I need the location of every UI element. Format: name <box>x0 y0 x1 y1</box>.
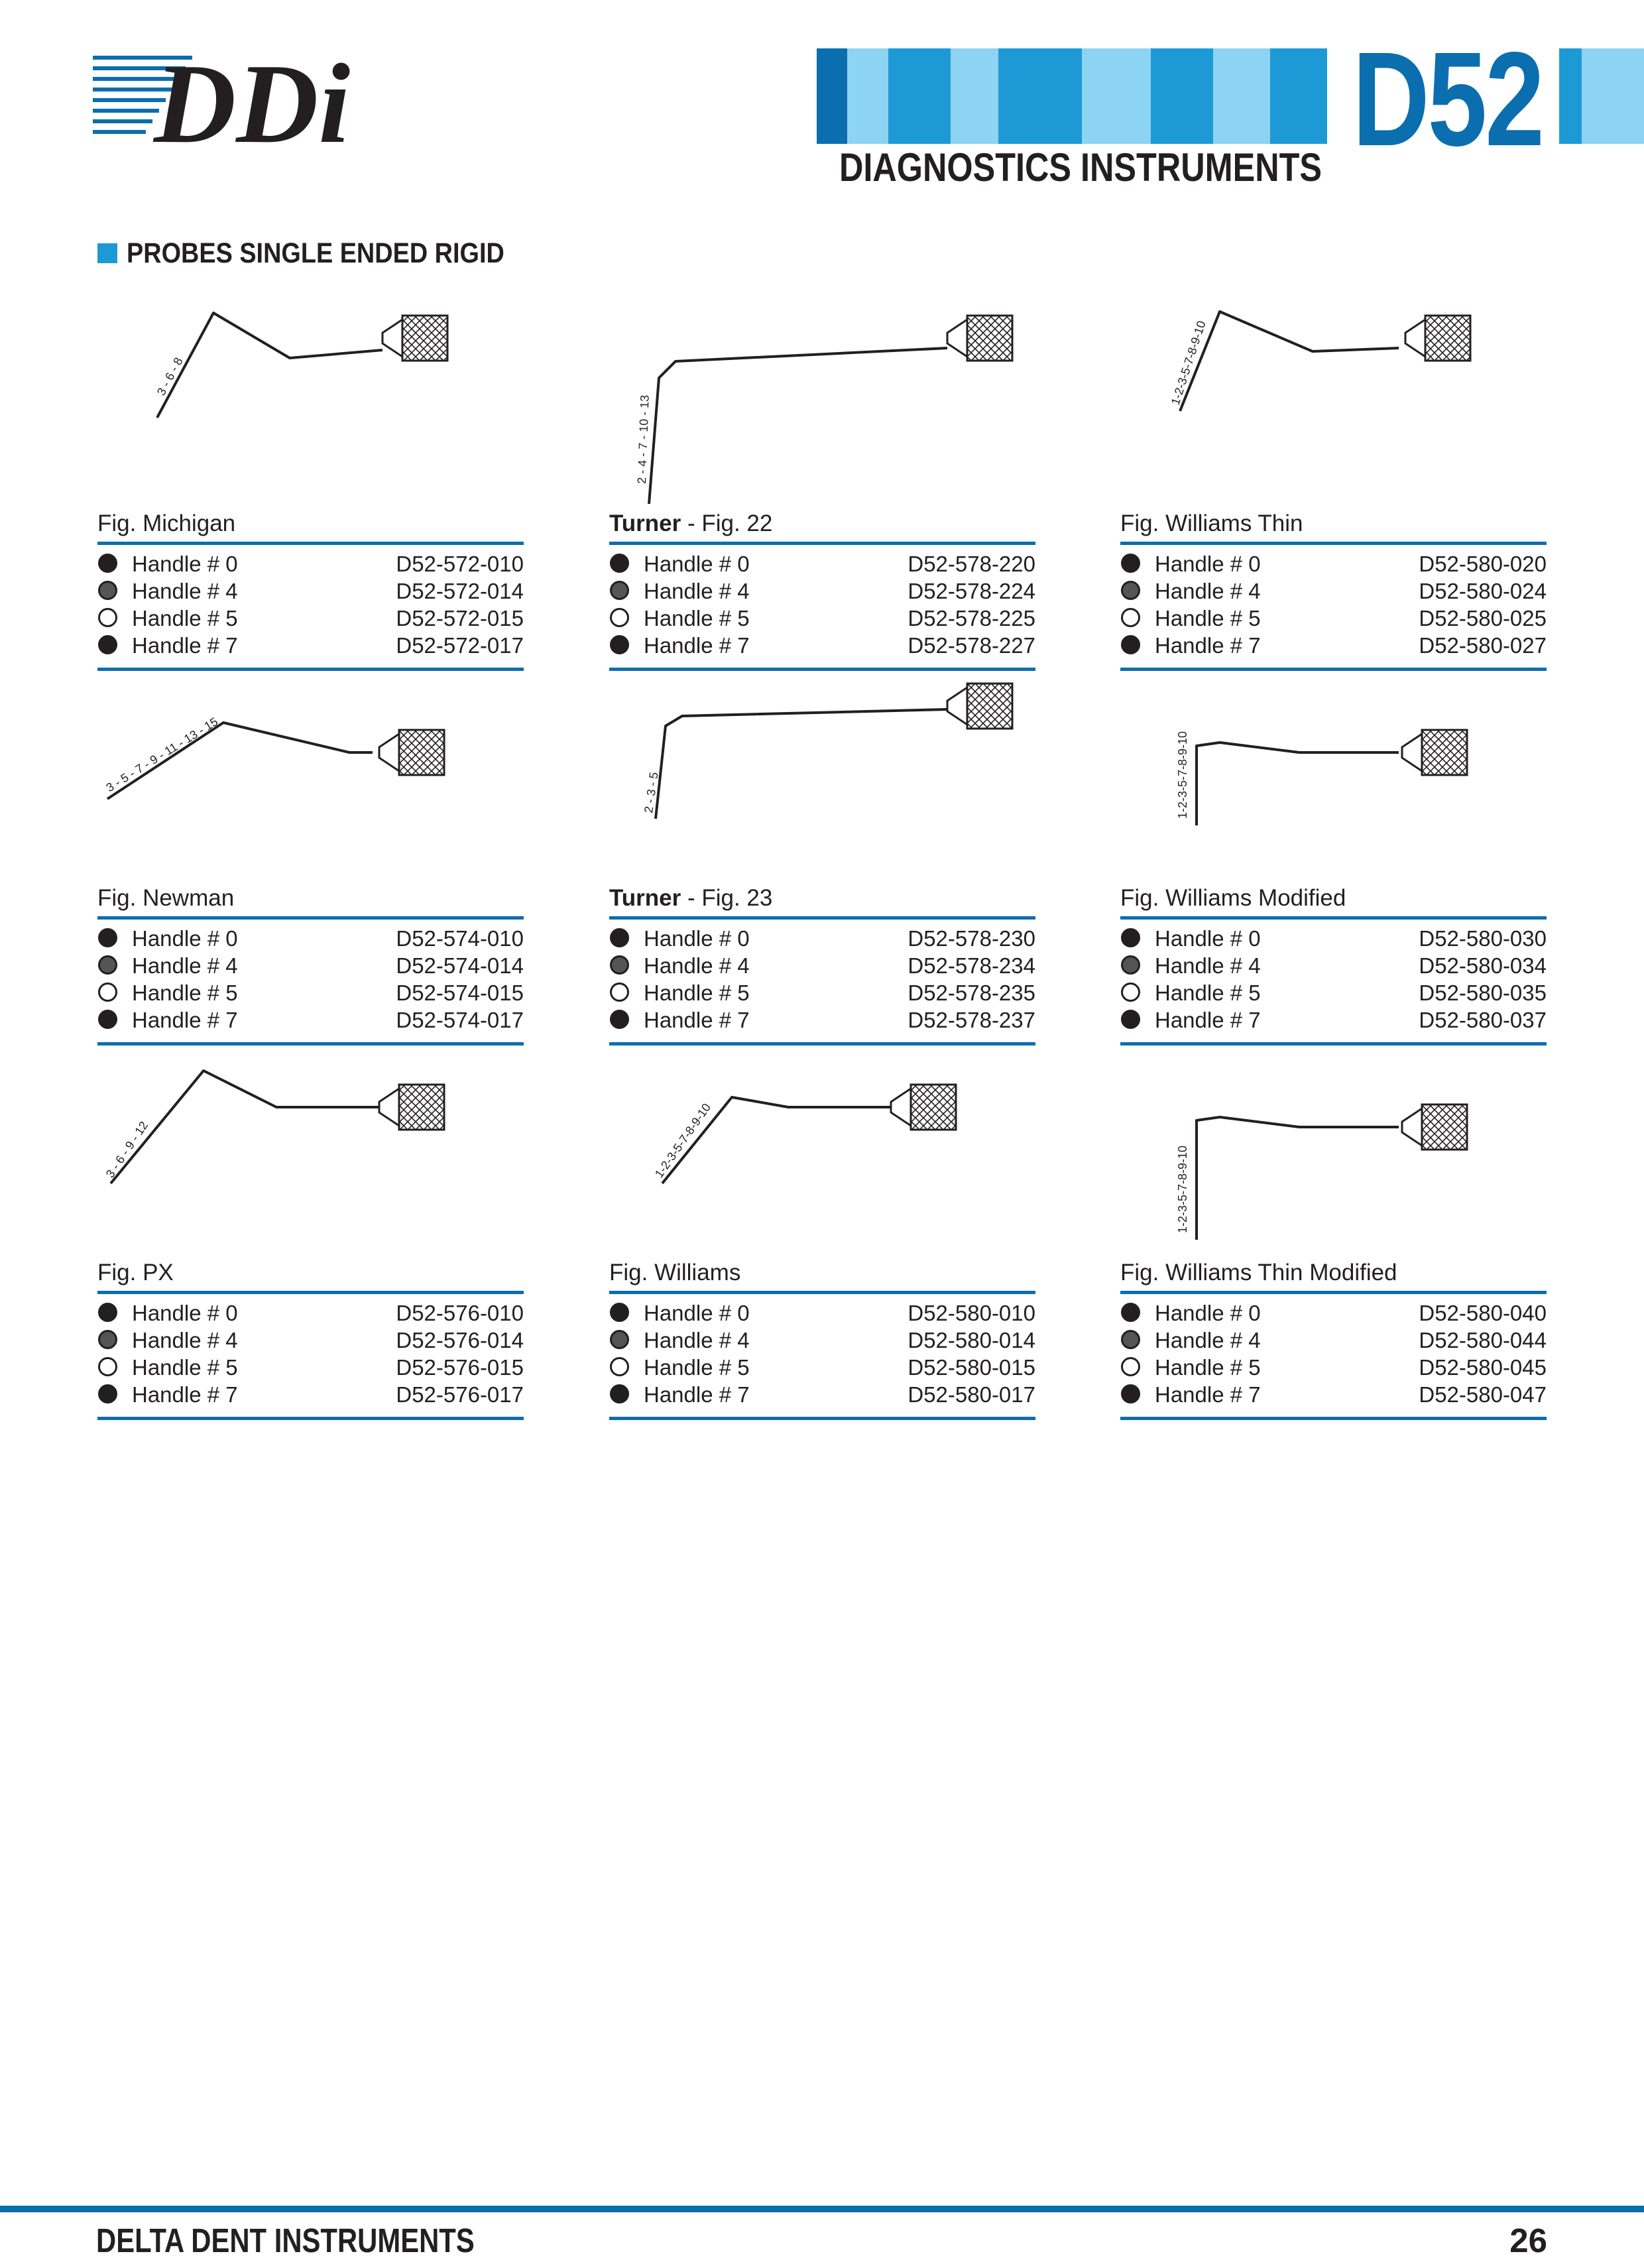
handle-label: Handle # 7 <box>1155 633 1261 658</box>
probe-markings: 3 - 5 - 7 - 9 - 11 - 13 - 15 <box>103 715 221 795</box>
figure-title-text: Fig. Williams Modified <box>1120 885 1346 911</box>
instrument-drawing <box>97 660 528 878</box>
reference-number: D52-580-025 <box>1419 606 1547 630</box>
handle-label: Handle # 5 <box>644 1355 750 1380</box>
instrument-shaft <box>649 348 947 504</box>
reference-number: D52-574-014 <box>396 953 524 978</box>
handle-color-marker <box>610 581 629 600</box>
figure-title <box>1120 882 1346 915</box>
instrument-drawing <box>1120 285 1551 504</box>
handle-list <box>97 925 524 1034</box>
handle-row <box>1120 550 1547 577</box>
handle-label: Handle # 0 <box>1155 926 1261 951</box>
product-card <box>97 285 528 656</box>
handle-label: Handle # 7 <box>644 1008 750 1032</box>
figure-title <box>609 507 772 540</box>
instrument-drawing <box>609 660 1040 878</box>
handle-color-marker <box>98 928 117 947</box>
divider-top <box>609 1291 1035 1294</box>
handle-row <box>97 952 524 979</box>
instrument-ferrule <box>891 1089 911 1126</box>
handle-row <box>97 1299 524 1327</box>
handle-row <box>97 1354 524 1381</box>
handle-label: Handle # 5 <box>1155 606 1261 630</box>
product-card <box>1120 660 1551 1031</box>
instrument-shaft <box>1197 743 1399 825</box>
probe-markings: 1-2-3-5-7-8-9-10 <box>1176 1145 1189 1233</box>
handle-label: Handle # 7 <box>644 1382 750 1407</box>
banner-stripe <box>1082 48 1151 144</box>
handle-label: Handle # 4 <box>644 953 750 978</box>
divider-top <box>1120 1291 1547 1294</box>
handle-row <box>609 632 1035 659</box>
handle-row <box>97 979 524 1006</box>
handle-row <box>609 1354 1035 1381</box>
handle-color-marker <box>610 955 629 975</box>
product-card <box>97 660 528 1031</box>
handle-row <box>609 925 1035 952</box>
reference-number: D52-580-027 <box>1419 633 1547 658</box>
reference-number: D52-578-225 <box>908 606 1035 630</box>
product-card <box>1120 285 1551 656</box>
reference-number: D52-580-044 <box>1419 1328 1547 1352</box>
handle-label: Handle # 0 <box>1155 1301 1261 1325</box>
instrument-drawing <box>609 285 1040 504</box>
handle-color-marker <box>610 608 629 627</box>
figure-title-bold: Turner <box>609 885 681 911</box>
handle-label: Handle # 7 <box>1155 1008 1261 1032</box>
handle-label: Handle # 4 <box>644 579 750 603</box>
divider-top <box>609 542 1035 545</box>
handle-color-marker <box>1121 955 1140 975</box>
handle-row <box>609 979 1035 1006</box>
figure-title <box>97 1256 174 1289</box>
logo-speed-line <box>93 109 159 113</box>
handle-label: Handle # 5 <box>644 606 750 630</box>
handle-color-marker <box>1121 608 1140 627</box>
divider-top <box>97 542 524 545</box>
handle-row <box>1120 605 1547 632</box>
handle-list <box>609 925 1035 1034</box>
handle-label: Handle # 0 <box>644 1301 750 1325</box>
handle-label: Handle # 7 <box>132 1382 238 1407</box>
instrument-ferrule <box>379 1089 399 1126</box>
instrument-ferrule <box>947 687 967 725</box>
handle-list <box>1120 550 1547 659</box>
figure-title-text: - Fig. 23 <box>681 885 773 911</box>
reference-number: D52-580-030 <box>1419 926 1547 951</box>
handle-label: Handle # 7 <box>1155 1382 1261 1407</box>
logo-speed-line <box>93 119 152 123</box>
divider-bottom <box>97 1417 524 1420</box>
banner-stripe <box>888 48 951 144</box>
reference-number: D52-580-010 <box>908 1301 1035 1325</box>
handle-label: Handle # 7 <box>132 1008 238 1032</box>
reference-number: D52-578-220 <box>908 552 1035 576</box>
handle-label: Handle # 5 <box>1155 1355 1261 1380</box>
figure-title <box>609 882 772 915</box>
handle-list <box>1120 1299 1547 1408</box>
reference-number: D52-572-010 <box>396 552 524 576</box>
reference-number: D52-580-024 <box>1419 579 1547 603</box>
section-bullet-square <box>97 243 117 263</box>
figure-title-text: Fig. Newman <box>97 885 235 911</box>
instrument-shaft <box>1197 1117 1399 1240</box>
handle-row <box>1120 1381 1547 1408</box>
handle-color-marker <box>98 1303 117 1322</box>
handle-label: Handle # 4 <box>132 1328 238 1352</box>
handle-color-marker <box>98 1384 117 1403</box>
figure-title <box>97 507 235 540</box>
figure-title <box>1120 1256 1397 1289</box>
handle-label: Handle # 4 <box>132 953 238 978</box>
handle-row <box>1120 1299 1547 1327</box>
instrument-drawing <box>97 285 528 504</box>
product-card <box>609 285 1040 656</box>
handle-list <box>97 550 524 659</box>
knurled-handle <box>1422 1104 1467 1150</box>
handle-color-marker <box>1121 1330 1140 1349</box>
reference-number: D52-580-045 <box>1419 1355 1547 1380</box>
reference-number: D52-576-015 <box>396 1355 524 1380</box>
handle-color-marker <box>610 1010 629 1029</box>
handle-label: Handle # 7 <box>132 633 238 658</box>
handle-color-marker <box>1121 1010 1140 1029</box>
product-card <box>609 660 1040 1031</box>
handle-label: Handle # 4 <box>644 1328 750 1352</box>
handle-color-marker <box>98 608 117 627</box>
handle-color-marker <box>610 1357 629 1376</box>
handle-label: Handle # 4 <box>1155 579 1261 603</box>
handle-label: Handle # 0 <box>644 926 750 951</box>
knurled-handle <box>402 316 447 361</box>
reference-number: D52-580-047 <box>1419 1382 1547 1407</box>
figure-title-text: Fig. Williams <box>609 1260 741 1285</box>
banner-stripe <box>998 48 1082 144</box>
instrument-shaft <box>1180 312 1399 411</box>
instrument-drawing <box>609 1034 1040 1253</box>
handle-label: Handle # 5 <box>132 606 238 630</box>
handle-list <box>97 1299 524 1408</box>
banner-stripe <box>847 48 888 144</box>
reference-number: D52-578-224 <box>908 579 1035 603</box>
knurled-handle <box>399 1085 444 1130</box>
figure-title-text: Fig. PX <box>97 1260 174 1285</box>
instrument-shaft <box>157 313 382 418</box>
handle-color-marker <box>1121 581 1140 600</box>
reference-number: D52-574-015 <box>396 981 524 1005</box>
handle-color-marker <box>98 1330 117 1349</box>
handle-color-marker <box>98 955 117 975</box>
logo-wordmark: DDi <box>154 44 351 150</box>
handle-color-marker <box>610 635 629 654</box>
handle-color-marker <box>610 554 629 573</box>
handle-label: Handle # 0 <box>132 552 238 576</box>
figure-title-text: Fig. Williams Thin Modified <box>1120 1260 1397 1285</box>
banner-stripe <box>1151 48 1213 144</box>
handle-color-marker <box>1121 554 1140 573</box>
divider-bottom <box>609 1417 1035 1420</box>
divider-top <box>1120 542 1547 545</box>
figure-title <box>609 1256 740 1289</box>
handle-row <box>97 550 524 577</box>
reference-number: D52-580-037 <box>1419 1008 1547 1032</box>
probe-markings: 2 - 3 - 5 <box>642 771 661 814</box>
probe-markings: 1-2-3-5-7-8-9-10 <box>1168 319 1208 407</box>
figure-title <box>1120 507 1303 540</box>
instrument-ferrule <box>382 320 402 357</box>
handle-color-marker <box>1121 1303 1140 1322</box>
banner-stripe <box>1559 48 1582 144</box>
handle-row <box>97 605 524 632</box>
ddi-logo <box>93 44 351 150</box>
handle-color-marker <box>610 983 629 1002</box>
handle-label: Handle # 0 <box>132 926 238 951</box>
instrument-drawing <box>97 1034 528 1253</box>
figure-title-text: - Fig. 22 <box>681 510 773 536</box>
handle-row <box>1120 577 1547 605</box>
handle-color-marker <box>98 1010 117 1029</box>
reference-number: D52-578-227 <box>908 633 1035 658</box>
reference-number: D52-576-010 <box>396 1301 524 1325</box>
logo-speed-line <box>93 130 146 134</box>
divider-bottom <box>1120 1417 1547 1420</box>
handle-label: Handle # 0 <box>644 552 750 576</box>
divider-top <box>97 916 524 920</box>
figure-title-text: Fig. Michigan <box>97 510 236 536</box>
reference-number: D52-580-034 <box>1419 953 1547 978</box>
handle-row <box>609 1327 1035 1354</box>
divider-top <box>1120 916 1547 920</box>
handle-color-marker <box>98 554 117 573</box>
product-card <box>97 1034 528 1405</box>
footer-rule <box>0 2206 1644 2212</box>
probe-markings: 2 - 4 - 7 - 10 - 13 <box>635 394 652 485</box>
product-card <box>609 1034 1040 1405</box>
handle-label: Handle # 4 <box>1155 1328 1261 1352</box>
figure-title-bold: Turner <box>609 510 681 536</box>
instrument-shaft <box>656 709 947 819</box>
handle-color-marker <box>610 1384 629 1403</box>
handle-color-marker <box>610 1330 629 1349</box>
instrument-shaft <box>111 1071 382 1183</box>
handle-row <box>1120 1354 1547 1381</box>
page-number: 26 <box>1509 2222 1547 2259</box>
reference-number: D52-580-017 <box>908 1382 1035 1407</box>
handle-label: Handle # 7 <box>644 633 750 658</box>
handle-color-marker <box>1121 1357 1140 1376</box>
handle-list <box>609 1299 1035 1408</box>
reference-number: D52-574-017 <box>396 1008 524 1032</box>
handle-label: Handle # 5 <box>644 981 750 1005</box>
handle-row <box>97 1006 524 1034</box>
probe-markings: 3 - 6 - 9 - 12 <box>103 1118 151 1181</box>
handle-list <box>609 550 1035 659</box>
reference-number: D52-572-017 <box>396 633 524 658</box>
knurled-handle <box>399 730 444 775</box>
reference-number: D52-574-010 <box>396 926 524 951</box>
reference-number: D52-578-237 <box>908 1008 1035 1032</box>
section-code: D52 <box>1352 24 1543 174</box>
reference-number: D52-580-020 <box>1419 552 1547 576</box>
handle-row <box>1120 1006 1547 1034</box>
figure-title <box>97 882 234 915</box>
instrument-ferrule <box>379 734 399 771</box>
probe-markings: 1-2-3-5-7-8-9-10 <box>1176 731 1189 819</box>
reference-number: D52-580-015 <box>908 1355 1035 1380</box>
handle-label: Handle # 0 <box>1155 552 1261 576</box>
knurled-handle <box>1422 730 1467 775</box>
page-subtitle: DIAGNOSTICS INSTRUMENTS <box>839 145 1322 190</box>
handle-row <box>609 1006 1035 1034</box>
handle-row <box>97 632 524 659</box>
probe-markings: 1-2-3-5-7-8-9-10 <box>652 1101 714 1181</box>
handle-color-marker <box>98 635 117 654</box>
instrument-ferrule <box>1405 320 1425 357</box>
banner-stripe <box>951 48 998 144</box>
instrument-ferrule <box>947 320 967 357</box>
section-heading <box>97 237 556 270</box>
handle-label: Handle # 5 <box>132 1355 238 1380</box>
instrument-ferrule <box>1402 734 1422 771</box>
figure-title-text: Fig. Williams Thin <box>1120 510 1303 536</box>
handle-row <box>1120 925 1547 952</box>
handle-list <box>1120 925 1547 1034</box>
handle-row <box>1120 952 1547 979</box>
handle-color-marker <box>1121 928 1140 947</box>
handle-color-marker <box>98 1357 117 1376</box>
handle-row <box>97 925 524 952</box>
handle-label: Handle # 4 <box>132 579 238 603</box>
handle-row <box>97 1381 524 1408</box>
handle-row <box>609 1299 1035 1327</box>
divider-top <box>97 1291 524 1294</box>
banner-stripe <box>1213 48 1270 144</box>
product-card <box>1120 1034 1551 1405</box>
handle-row <box>97 577 524 605</box>
probe-markings: 3 - 6 - 8 <box>154 355 186 398</box>
handle-color-marker <box>1121 635 1140 654</box>
banner-stripe <box>1582 48 1644 144</box>
banner-stripe <box>1270 48 1327 144</box>
handle-row <box>609 577 1035 605</box>
handle-row <box>609 605 1035 632</box>
instrument-drawing <box>1120 660 1551 878</box>
reference-number: D52-580-035 <box>1419 981 1547 1005</box>
reference-number: D52-576-017 <box>396 1382 524 1407</box>
reference-number: D52-572-015 <box>396 606 524 630</box>
handle-row <box>1120 632 1547 659</box>
divider-top <box>609 916 1035 920</box>
reference-number: D52-578-230 <box>908 926 1035 951</box>
handle-color-marker <box>1121 1384 1140 1403</box>
handle-color-marker <box>610 1303 629 1322</box>
instrument-ferrule <box>1402 1108 1422 1146</box>
handle-color-marker <box>610 928 629 947</box>
handle-row <box>1120 1327 1547 1354</box>
section-title: PROBES SINGLE ENDED RIGID <box>127 237 504 269</box>
banner-stripe <box>817 48 847 144</box>
handle-row <box>1120 979 1547 1006</box>
reference-number: D52-572-014 <box>396 579 524 603</box>
handle-color-marker <box>1121 983 1140 1002</box>
knurled-handle <box>967 684 1012 729</box>
handle-row <box>609 1381 1035 1408</box>
reference-number: D52-580-040 <box>1419 1301 1547 1325</box>
reference-number: D52-576-014 <box>396 1328 524 1352</box>
knurled-handle <box>1425 316 1470 361</box>
handle-row <box>97 1327 524 1354</box>
handle-color-marker <box>98 983 117 1002</box>
knurled-handle <box>911 1085 956 1130</box>
handle-label: Handle # 5 <box>132 981 238 1005</box>
handle-color-marker <box>98 581 117 600</box>
footer-company: DELTA DENT INSTRUMENTS <box>96 2222 475 2259</box>
handle-row <box>609 550 1035 577</box>
reference-number: D52-578-235 <box>908 981 1035 1005</box>
handle-row <box>609 952 1035 979</box>
instrument-drawing <box>1120 1034 1551 1253</box>
handle-label: Handle # 5 <box>1155 981 1261 1005</box>
handle-label: Handle # 4 <box>1155 953 1261 978</box>
knurled-handle <box>967 316 1012 361</box>
reference-number: D52-578-234 <box>908 953 1035 978</box>
reference-number: D52-580-014 <box>908 1328 1035 1352</box>
handle-label: Handle # 0 <box>132 1301 238 1325</box>
